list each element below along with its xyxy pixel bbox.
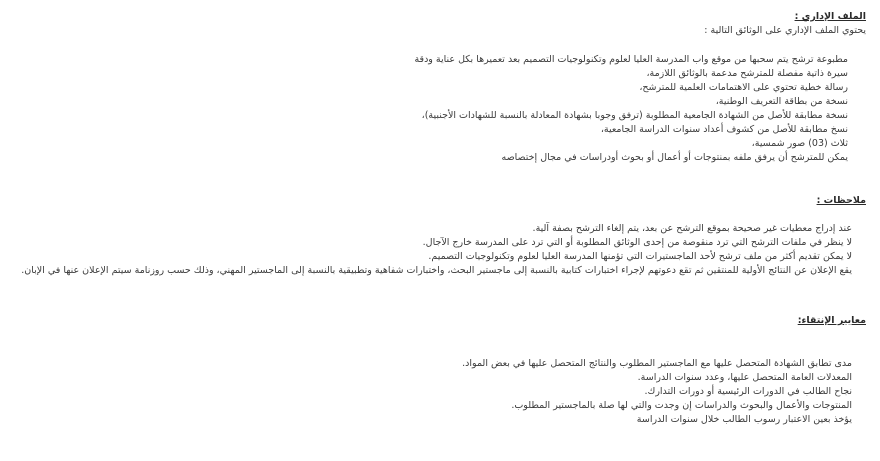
notes-heading: ملاحظات :	[816, 195, 866, 206]
list-item: نسخة من بطاقة التعريف الوطنية،	[715, 96, 848, 107]
list-item: مدى تطابق الشهادة المتحصل عليها مع الماجستير المطلوب والنتائج المتحصل عليها في بعض المواد.	[462, 358, 852, 369]
list-item: سيرة ذاتية مفصلة للمترشح مدعمة بالوثائق اللازمة،	[646, 68, 848, 79]
list-item: عند إدراج معطيات غير صحيحة بموقع الترشح عن بعد، يتم إلغاء الترشح بصفة آلية.	[532, 223, 852, 234]
notes-list	[0, 222, 866, 278]
list-item: يقع الإعلان عن النتائج الأولية للمنتقين ثم تقع دعوتهم لإجراء اختبارات كتابية بالنسبة إلى ماجستير البحث، واختبارات شفاهية وتطبيقية بالنسبة إلى الماجستير المهني، وذلك حسب روزنامة سيتم الإعلان عنها في الإبان.	[21, 265, 852, 276]
list-item: رسالة خطية تحتوي على الاهتمامات العلمية للمترشح،	[639, 82, 848, 93]
list-item: يؤخذ بعين الاعتبار رسوب الطالب خلال سنوات الدراسة	[636, 414, 852, 425]
criteria-section	[0, 314, 866, 328]
list-item: نجاح الطالب في الدورات الرئيسية أو دورات التدارك.	[644, 386, 852, 397]
admin-file-intro: يحتوي الملف الإداري على الوثائق التالية :	[704, 25, 866, 36]
notes-section	[0, 194, 866, 208]
list-item: يمكن للمترشح أن يرفق ملفه بمنتوجات أو أعمال أو بحوث أودراسات في مجال إختصاصه	[501, 152, 848, 163]
list-item: المنتوجات والأعمال والبحوث والدراسات إن وجدت والتي لها صلة بالماجستير المطلوب.	[511, 400, 852, 411]
list-item: لا ينظر في ملفات الترشح التي ترد منقوصة من إحدى الوثائق المطلوبة أو التي ترد على المدرسة خارج الآجال.	[422, 237, 852, 248]
list-item: نسخ مطابقة للأصل من كشوف أعداد سنوات الدراسة الجامعية،	[600, 124, 848, 135]
admin-file-section	[0, 10, 866, 24]
admin-file-heading: الملف الإداري :	[794, 11, 866, 22]
list-item: ثلاث (03) صور شمسية،	[751, 138, 848, 149]
list-item: نسخة مطابقة للأصل من الشهادة الجامعية المطلوبة (ترفق وجوبا بشهادة المعادلة بالنسبة للشهادات الأجنبية)،	[421, 110, 848, 121]
list-item: مطبوعة ترشح يتم سحبها من موقع واب المدرسة العليا لعلوم وتكنولوجيات التصميم بعد تعميرها بكل عناية ودقة	[414, 54, 848, 65]
admin-file-list	[0, 53, 866, 165]
criteria-heading: معايير الإنتقاء:	[797, 315, 866, 326]
list-item: المعدلات العامة المتحصل عليها، وعدد سنوات الدراسة.	[637, 372, 852, 383]
admin-file-intro-block	[0, 24, 866, 38]
criteria-list	[0, 357, 866, 427]
list-item: لا يمكن تقديم أكثر من ملف ترشح لأحد الماجستيرات التي تؤمنها المدرسة العليا لعلوم وتكنولوجيات التصميم.	[428, 251, 852, 262]
